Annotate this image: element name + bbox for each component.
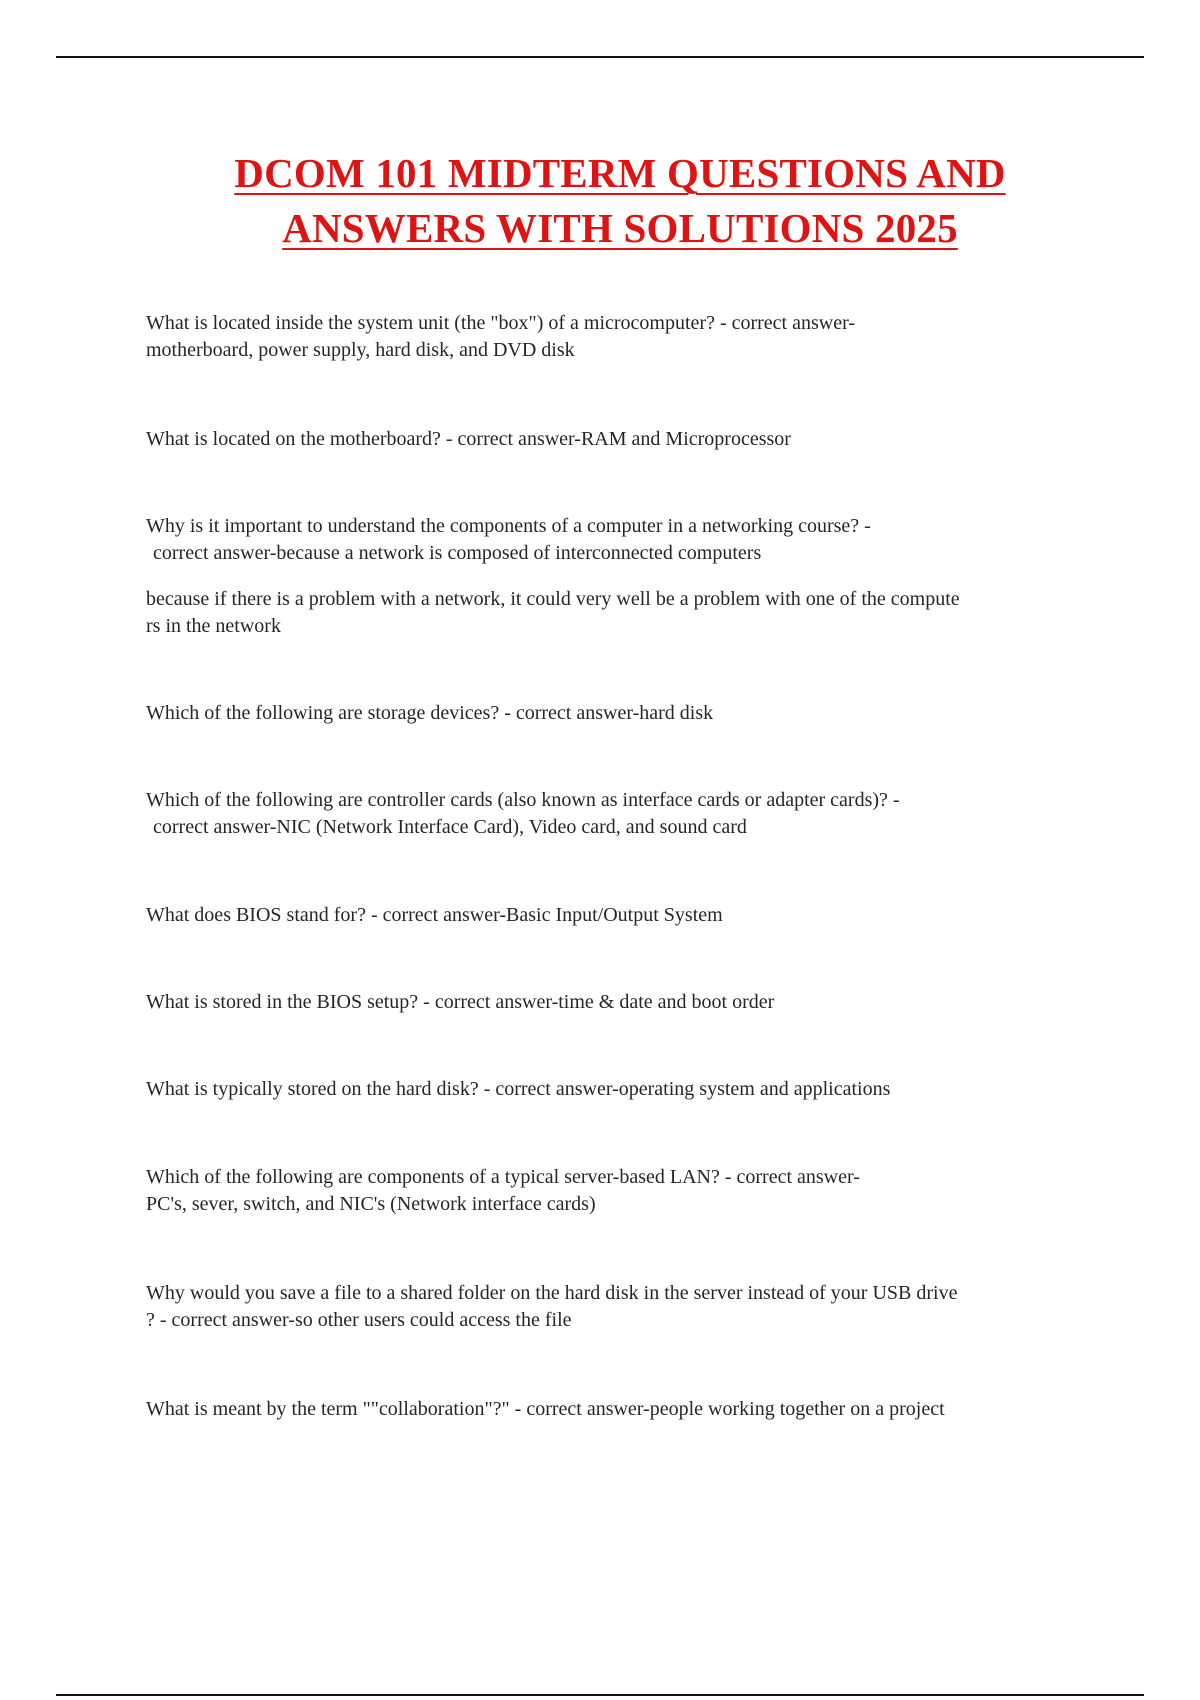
- qa-question-line: Which of the following are storage devices? - correct answer-hard disk: [146, 702, 714, 724]
- qa-item: [146, 1164, 1096, 1218]
- qa-question-line: Which of the following are components of a typical server-based LAN? - correct answer-: [146, 1166, 860, 1188]
- top-divider: [56, 56, 1144, 58]
- qa-answer-line: ? - correct answer-so other users could access the file: [146, 1309, 572, 1331]
- bottom-divider: [56, 1694, 1144, 1696]
- qa-question-line: Which of the following are controller cards (also known as interface cards or adapter cards)? -: [146, 789, 900, 811]
- qa-question-line: What does BIOS stand for? - correct answer-Basic Input/Output System: [146, 904, 723, 926]
- qa-item: [146, 426, 1096, 453]
- qa-question-line: What is meant by the term ""collaboration"?" - correct answer-people working together on a project: [146, 1398, 945, 1420]
- qa-answer-continuation: [146, 586, 1096, 640]
- document-title: [0, 146, 1200, 256]
- qa-question-line: What is stored in the BIOS setup? - correct answer-time & date and boot order: [146, 991, 775, 1013]
- qa-answer-line: correct answer-NIC (Network Interface Card), Video card, and sound card: [153, 816, 747, 838]
- qa-item: [146, 787, 1096, 841]
- qa-item: [146, 513, 1096, 567]
- qa-question-line: Why would you save a file to a shared folder on the hard disk in the server instead of your USB drive: [146, 1282, 958, 1304]
- qa-question-line: What is typically stored on the hard disk? - correct answer-operating system and applications: [146, 1078, 891, 1100]
- title-line-1: DCOM 101 MIDTERM QUESTIONS AND: [234, 150, 1006, 196]
- qa-continuation-line: rs in the network: [146, 615, 281, 637]
- qa-continuation-line: because if there is a problem with a network, it could very well be a problem with one of the compute: [146, 588, 960, 610]
- qa-item: [146, 1280, 1096, 1334]
- qa-item: [146, 902, 1096, 929]
- qa-answer-line: motherboard, power supply, hard disk, and DVD disk: [146, 339, 575, 361]
- qa-item: [146, 1396, 1096, 1423]
- qa-item: [146, 989, 1096, 1016]
- qa-answer-line: correct answer-because a network is composed of interconnected computers: [153, 542, 762, 564]
- title-line-2: ANSWERS WITH SOLUTIONS 2025: [282, 205, 958, 251]
- qa-item: [146, 700, 1096, 727]
- qa-item: [146, 310, 1096, 364]
- qa-question-line: What is located inside the system unit (the "box") of a microcomputer? - correct answer-: [146, 312, 856, 334]
- qa-item: [146, 1076, 1096, 1103]
- qa-answer-line: PC's, sever, switch, and NIC's (Network interface cards): [146, 1193, 596, 1215]
- qa-question-line: Why is it important to understand the components of a computer in a networking course? -: [146, 515, 871, 537]
- qa-question-line: What is located on the motherboard? - correct answer-RAM and Microprocessor: [146, 428, 791, 450]
